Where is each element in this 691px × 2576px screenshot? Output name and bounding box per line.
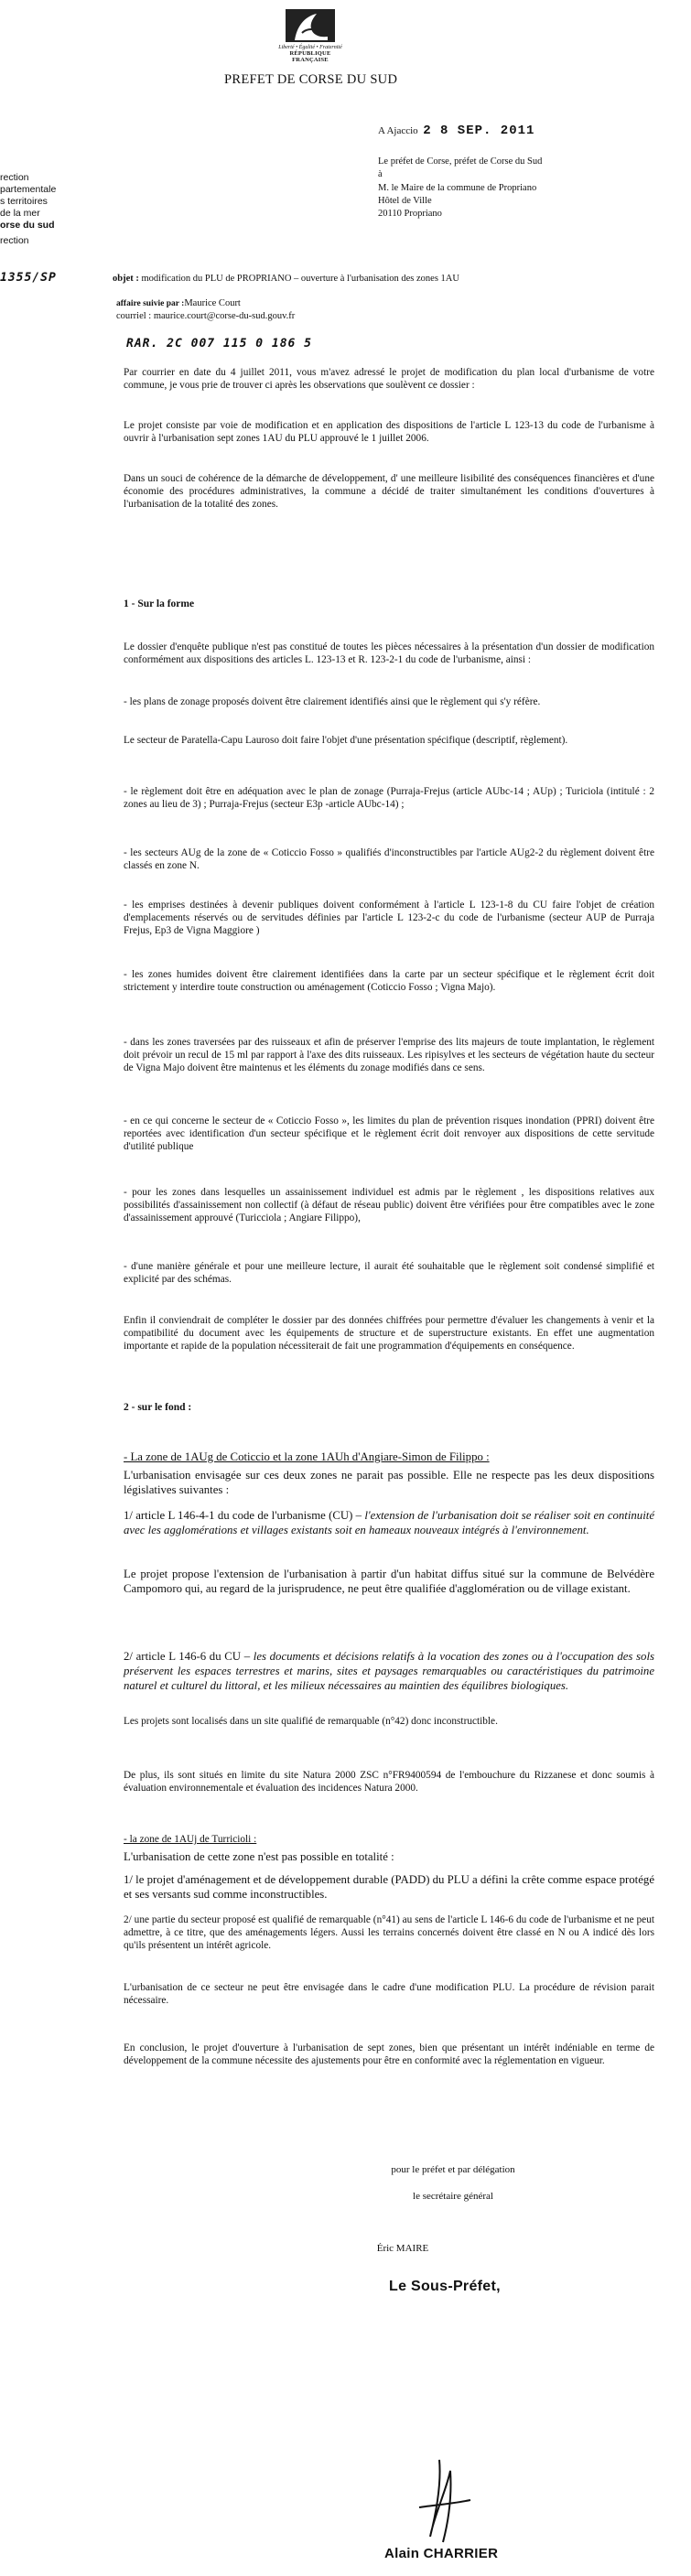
section-forme-title: 1 - Sur la forme <box>124 598 195 609</box>
republique-francaise: RÉPUBLIQUE FRANÇAISE <box>289 50 331 63</box>
affaire-name: Maurice Court <box>184 298 241 308</box>
zone2-p4: L'urbanisation de ce secteur ne peut être envisagée dans le cadre d'une modification PLU. La procédure de révision parait nécessaire. <box>124 1982 654 2007</box>
republique-logo <box>275 5 346 63</box>
sender: Le préfet de Corse, préfet de Corse du Sud <box>378 156 543 167</box>
z1p4-quote: les documents et décisions relatifs à la vocation des zones ou à l'occupation des sols préservent les espaces terrestres et marins, sites et paysages remarquables ou caractéristiques du patrimoine naturel et culturel du littoral, et les milieux nécessaires au maintien des équilibres biologiques. <box>124 1650 654 1692</box>
sidebar-line: de la mer <box>0 208 40 219</box>
forme-p12: Enfin il conviendrait de compléter le dossier par des données chiffrées pour permettre d'évaluer les changements à venir et la compatibilité du document avec les équipements de structure et de superstructure existants. En effet une augmentation importante et rapide de la population nécessiterait de fait une programmation d'équipements en conséquence. <box>124 1315 654 1353</box>
forme-p1: Le dossier d'enquête publique n'est pas constitué de toutes les pièces nécessaires à la présentation d'un dossier de modification conformément aux dispositions des articles L. 123-13 et R. 123-2-1 du code de l'urbanisme, ainsi : <box>124 641 654 666</box>
zone2-title: - la zone de 1AUj de Turricioli : <box>124 1834 257 1845</box>
forme-p5: - les secteurs AUg de la zone de « Coticcio Fosso » qualifiés d'inconstructibles par l'article AUg2-2 du règlement doivent être classés en zone N. <box>124 847 654 872</box>
handwritten-signature <box>403 2452 485 2553</box>
zone1-p3: Le projet propose l'extension de l'urbanisation à partir d'un habitat diffus situé sur la commune de Belvédère Campomoro qui, au regard de la jurisprudence, ne peut être qualifiée d'agglomération ou de village existant. <box>124 1568 654 1595</box>
rar-number: RAR. 2C 007 115 0 186 5 <box>126 337 313 350</box>
sidebar <box>0 172 56 232</box>
zone1-p1: L'urbanisation envisagée sur ces deux zones ne parait pas possible. Elle ne respecte pas les deux dispositions législatives suivantes : <box>124 1469 654 1496</box>
sidebar-line: rection <box>0 235 29 246</box>
intro-p2: Le projet consiste par voie de modification et en application des dispositions de l'article L 123-13 du code de l'urbanisme à ouvrir à l'urbanisation sept zones 1AU du PLU approuvé le 1 juillet 2006. <box>124 420 654 445</box>
section-fond-title: 2 - sur le fond : <box>124 1402 192 1413</box>
zone2-p3: 2/ une partie du secteur proposé est qualifié de remarquable (n°41) au sens de l'article L 146-6 du code de l'urbanisme et ne peut admettre, à ce titre, que des aménagements légers. Aussi les terrains concernés doivent être classé en N ou A indicé dès lors qu'ils présentent un intérêt agricole. <box>124 1914 654 1952</box>
zone1-title: - La zone de 1AUg de Coticcio et la zone 1AUh d'Angiare-Simon de Filippo : <box>124 1450 490 1463</box>
conclusion: En conclusion, le projet d'ouverture à l'urbanisation de sept zones, bien que présentant un intérêt indéniable en terme de développement de la commune nécessite des ajustements pour être en conformité avec la réglementation en vigueur. <box>124 2042 654 2067</box>
signature-title: Le Sous-Préfet, <box>389 2279 501 2294</box>
forme-p2: - les plans de zonage proposés doivent être clairement identifiés ainsi que le règlement qui s'y réfère. <box>124 696 541 707</box>
recipient-city: 20110 Propriano <box>378 209 442 219</box>
affaire-courriel: courriel : maurice.court@corse-du-sud.gouv.fr <box>116 311 296 321</box>
objet-label: objet : <box>113 274 139 284</box>
zone1-p5: Les projets sont localisés dans un site qualifié de remarquable (n°42) donc inconstructible. <box>124 1716 498 1727</box>
republic-motto: Liberté • Égalité • Fraternité <box>278 45 342 50</box>
forme-p10: - pour les zones dans lesquelles un assainissement individuel est admis par le règlement , les dispositions relatives aux possibilités d'assainissement non collectif (à défaut de réseau public) doivent être vérifiées pour être compatibles avec le zone d'assainissement approuvé (Turicciola ; Angiare Filippo), <box>124 1187 654 1224</box>
zone1-p2 <box>124 1508 654 1537</box>
marianne-logo-icon <box>275 5 346 44</box>
z1p2-quote: l'extension de l'urbanisation doit se réaliser soit en continuité avec les agglomérations et villages existants soit en hameaux nouveaux intégrés à l'environnement. <box>124 1509 654 1536</box>
recipient-a: à <box>378 169 383 179</box>
forme-p11: - d'une manière générale et pour une meilleure lecture, il aurait été souhaitable que le règlement soit condensé simplifié et explicité par des schémas. <box>124 1261 654 1286</box>
zone2-p2: 1/ le projet d'aménagement et de développement durable (PADD) du PLU a défini la crête comme espace protégé et ses versants sud comme inconstructibles. <box>124 1873 654 1901</box>
signature-name2: Alain CHARRIER <box>384 2546 499 2561</box>
forme-p6: - les emprises destinées à devenir publiques doivent conformément à l'article L 123-1-8 du CU faire l'objet de création d'emplacements réservés ou de servitudes définies par l'article L 123-2-c du code de l'urbanisme (secteur AUP de Purraja Frejus, Ep3 de Vigna Maggiore ) <box>124 900 654 937</box>
forme-p8: - dans les zones traversées par des ruisseaux et afin de préserver l'emprise des lits majeurs de toute implantation, le règlement doit prévoir un recul de 15 ml par rapport à l'axe des dits ruisseaux. Les ripisylves et les secteurs de végétation haute du secteur de Vigna Majo doivent être maintenus et les éléments du zonage modifiés dans ce sens. <box>124 1037 654 1074</box>
forme-p4: - le règlement doit être en adéquation avec le plan de zonage (Purraja-Frejus (article AUbc-14 ; AUp) ; Turiciola (intitulé : 2 zones au lieu de 3) ; Purraja-Frejus (secteur E3p -article AUbc-14) ; <box>124 786 654 811</box>
zone2-p1: L'urbanisation de cette zone n'est pas possible en totalité : <box>124 1850 394 1863</box>
objet-text: modification du PLU de PROPRIANO – ouverture à l'urbanisation des zones 1AU <box>141 274 459 284</box>
date-stamp: 2 8 SEP. 2011 <box>423 124 535 138</box>
recipient-place: Hôtel de Ville <box>378 196 432 206</box>
handwritten-ref: 1355/SP <box>0 271 57 285</box>
signature-name1: Éric MAIRE <box>376 2243 429 2254</box>
signature-pour: pour le préfet et par délégation <box>391 2164 515 2175</box>
date-place: A Ajaccio <box>378 125 418 136</box>
forme-p7: - les zones humides doivent être clairement identifiées dans la carte par un secteur spécifique et le règlement écrit doit strictement y interdire toute construction ou aménagement (Coticcio Fosso ; Vigna Majo). <box>124 969 654 994</box>
sidebar-line: s territoires <box>0 196 48 207</box>
signature-sg: le secrétaire général <box>413 2191 493 2202</box>
recipient-name: M. le Maire de la commune de Propriano <box>378 183 537 193</box>
intro-p3: Dans un souci de cohérence de la démarche de développement, d' une meilleure lisibilité des conséquences financières et d'une économie des procédures administratives, la commune a décidé de traiter simultanément les conditions d'ouvertures à l'urbanisation de la totalité des zones. <box>124 473 654 511</box>
affaire-label: affaire suivie par : <box>116 299 185 308</box>
prefet-title: PREFET DE CORSE DU SUD <box>224 72 398 87</box>
forme-p9: - en ce qui concerne le secteur de « Coticcio Fosso », les limites du plan de prévention risques inondation (PPRI) doivent être reportées avec identification d'un secteur spécifique et le règlement écrit doit renvoyer aux dispositions de cette servitude d'utilité publique <box>124 1116 654 1153</box>
affaire-block <box>116 297 295 322</box>
zone1-p4 <box>124 1649 654 1693</box>
forme-p3: Le secteur de Paratella-Capu Lauroso doit faire l'objet d'une présentation spécifique (descriptif, règlement). <box>124 735 568 746</box>
date-line <box>378 124 534 138</box>
sidebar-line: rection <box>0 172 29 183</box>
zone1-p6: De plus, ils sont situés en limite du site Natura 2000 ZSC n°FR9400594 de l'embouchure du Rizzanese et donc soumis à évaluation environnementale et évaluation des incidences Natura 2000. <box>124 1770 654 1795</box>
sidebar-line: partementale <box>0 184 57 195</box>
z1p4-lead: 2/ article L 146-6 du CU – <box>124 1650 251 1663</box>
intro-p1: Par courrier en date du 4 juillet 2011, vous m'avez adressé le projet de modification du plan local d'urbanisme de votre commune, je vous prie de trouver ci après les observations que soulèvent ce dossier : <box>124 367 654 392</box>
objet-line <box>113 274 459 284</box>
sidebar-line: orse du sud <box>0 220 55 231</box>
z1p2-lead: 1/ article L 146-4-1 du code de l'urbanisme (CU) – <box>124 1509 362 1522</box>
